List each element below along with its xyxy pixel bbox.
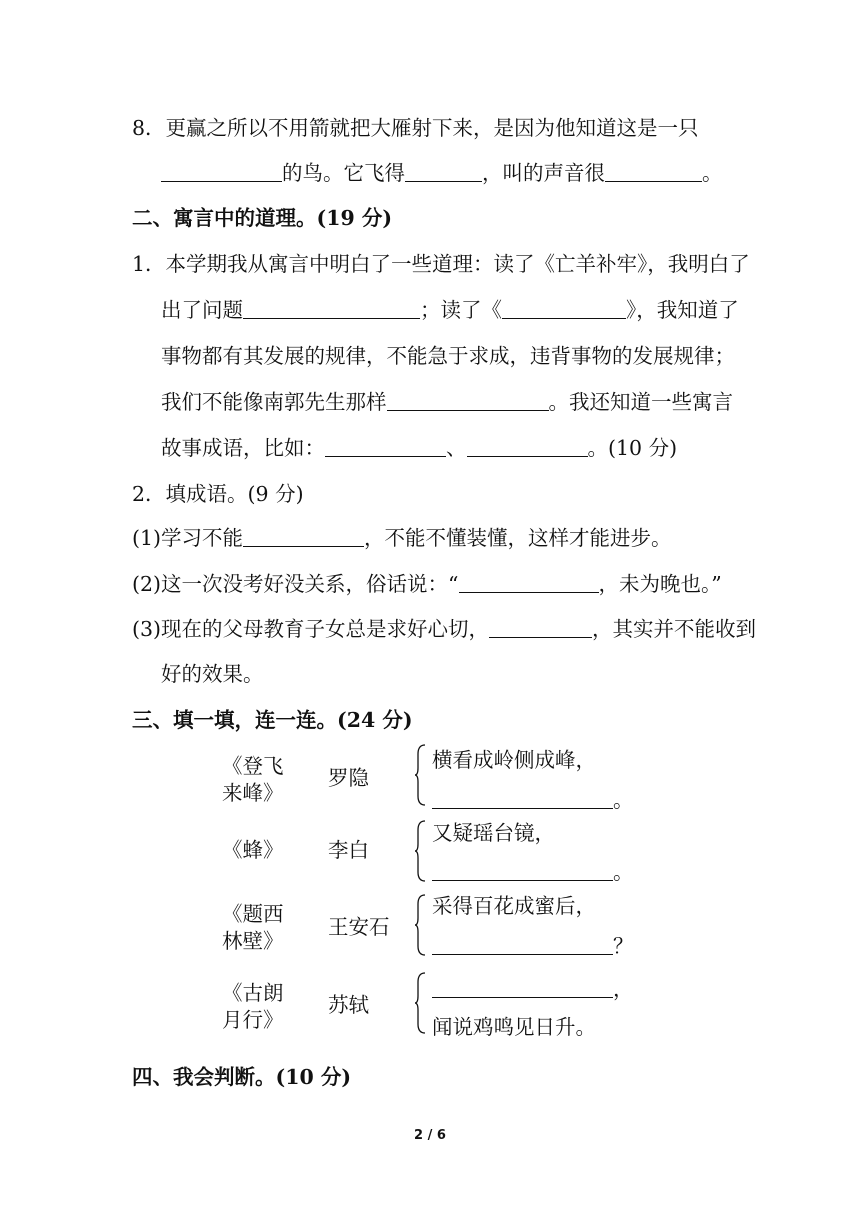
verse-blank-line <box>432 858 634 886</box>
answer-blank[interactable] <box>489 617 592 638</box>
q-text: 故事成语，比如： <box>161 436 325 460</box>
answer-blank[interactable] <box>243 526 364 547</box>
poem-title-line2: 来峰》 <box>222 781 284 805</box>
q-text: 出了问题 <box>161 298 243 322</box>
answer-blank[interactable] <box>432 977 613 998</box>
q-text: 。(10 分) <box>587 436 678 460</box>
q-text: ，未为晚也。” <box>598 572 722 596</box>
answer-blank[interactable] <box>405 161 482 182</box>
brace-icon <box>414 744 426 806</box>
answer-blank[interactable] <box>467 436 588 457</box>
poet-name[interactable]: 王安石 <box>328 915 390 939</box>
brace-icon <box>414 820 426 882</box>
s2-q1-line5 <box>161 434 677 462</box>
q-text: (3)现在的父母教育子女总是求好心切， <box>132 617 490 641</box>
answer-blank[interactable] <box>161 161 282 182</box>
poem-title-line1: 《题西 <box>222 902 284 926</box>
q-text: (2)这一次没考好没关系，俗话说：“ <box>132 572 459 596</box>
verse-punct: ， <box>613 977 634 1001</box>
s2-q2-sub2 <box>132 570 722 598</box>
q8-text: 。 <box>702 161 723 185</box>
s2-q1-line4 <box>161 388 733 416</box>
q-text: 》，我知道了 <box>626 298 739 322</box>
poet-name[interactable]: 李白 <box>328 838 369 862</box>
answer-blank[interactable] <box>432 788 613 809</box>
answer-blank[interactable] <box>243 298 420 319</box>
verse-punct: ？ <box>613 934 634 958</box>
answer-blank[interactable] <box>325 436 446 457</box>
answer-blank[interactable] <box>387 390 549 411</box>
poem-title-line2: 林壁》 <box>222 929 284 953</box>
poem-title-line1: 《蜂》 <box>222 838 284 862</box>
q-text: 我们不能像南郭先生那样 <box>161 390 387 414</box>
verse-punct: 。 <box>613 788 634 812</box>
s2-q2-sub1 <box>132 524 672 552</box>
q-text: ；读了《 <box>420 298 502 322</box>
s2-q1-line3: 事物都有其发展的规律，不能急于求成，违背事物的发展规律； <box>161 344 735 368</box>
verse-blank-line <box>432 932 634 960</box>
s2-q1-line1: 1．本学期我从寓言中明白了一些道理：读了《亡羊补牢》，我明白了 <box>132 252 750 276</box>
q-text: 、 <box>446 436 467 460</box>
verse-blank-line <box>432 786 634 814</box>
poem-title-line2: 月行》 <box>222 1008 284 1032</box>
q-text: ，不能不懂装懂，这样才能进步。 <box>364 526 672 550</box>
poet-name[interactable]: 罗隐 <box>328 766 369 790</box>
poet-name[interactable]: 苏轼 <box>328 993 369 1017</box>
verse-punct: 。 <box>613 860 634 884</box>
s2-q2-sub3 <box>132 615 756 643</box>
page-number: 2 / 6 <box>414 1128 446 1143</box>
q-text: 。我还知道一些寓言 <box>548 390 733 414</box>
answer-blank[interactable] <box>605 161 702 182</box>
s2-q2-title: 2．填成语。(9 分) <box>132 482 304 506</box>
section-2-title: 二、寓言中的道理。(19 分) <box>132 206 393 230</box>
section-3-title: 三、填一填，连一连。(24 分) <box>132 708 413 732</box>
brace-icon <box>414 972 426 1034</box>
answer-blank[interactable] <box>432 860 613 881</box>
verse-line: 闻说鸡鸣见日升。 <box>432 1015 596 1039</box>
q8-line2 <box>161 159 723 187</box>
verse-line: 横看成岭侧成峰， <box>432 748 596 772</box>
section-4-title: 四、我会判断。(10 分) <box>132 1065 352 1089</box>
q8-line1: 8．更赢之所以不用箭就把大雁射下来，是因为他知道这是一只 <box>132 116 699 140</box>
answer-blank[interactable] <box>459 572 599 593</box>
brace-icon <box>414 894 426 956</box>
answer-blank[interactable] <box>502 298 626 319</box>
verse-line: 又疑瑶台镜， <box>432 821 555 845</box>
q-text: (1)学习不能 <box>132 526 244 550</box>
q8-text: 的鸟。它飞得 <box>282 161 405 185</box>
poem-title-line1: 《古朗 <box>222 981 284 1005</box>
verse-line: 采得百花成蜜后， <box>432 894 596 918</box>
s2-q1-line2 <box>161 296 739 324</box>
s2-q2-sub3-cont: 好的效果。 <box>161 662 264 686</box>
answer-blank[interactable] <box>432 934 613 955</box>
poem-title-line1: 《登飞 <box>222 754 284 778</box>
q-text: ，其实并不能收到 <box>592 617 757 641</box>
q8-text: ，叫的声音很 <box>482 161 605 185</box>
verse-blank-line <box>432 975 634 1003</box>
